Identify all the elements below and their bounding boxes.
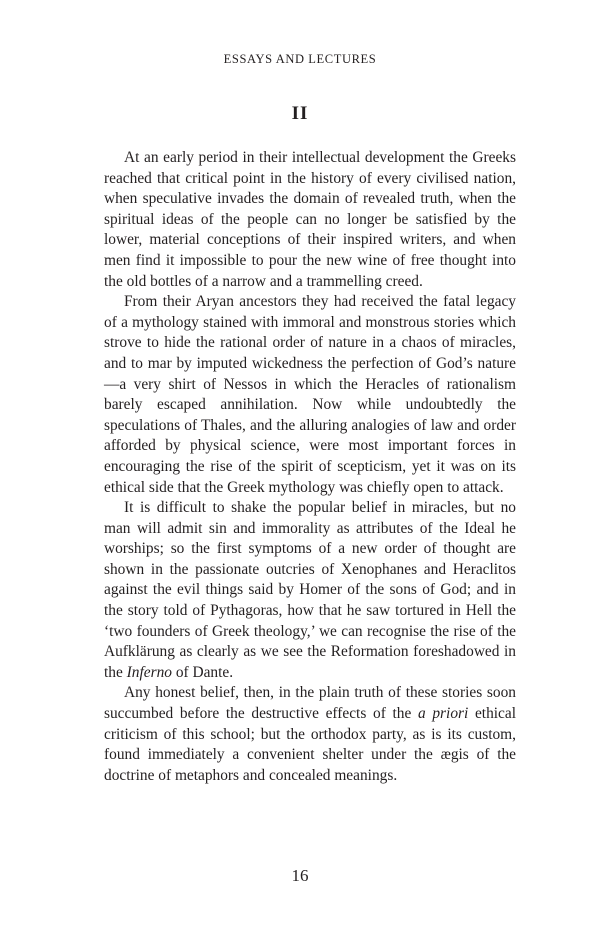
running-head: ESSAYS AND LECTURES xyxy=(223,52,377,66)
italic-title: Inferno xyxy=(126,663,172,681)
text-segment: At an early period in their intellectual development the Greeks reached that critical point in the history of every civilised nation, when speculative invades the domain of revealed truth, when the spiritual ideas of the people can no longer be satisfied by the lower, material conceptions of their inspired writers, and when men find it impossible to pour the new wine of free thought into the old bottles of a narrow and a trammelling creed. xyxy=(104,149,516,290)
text-segment: It is difficult to shake the popular belief in miracles, but no man will admit sin and immorality as attributes of the Ideal he worships; so the first symptoms of a new order of thought are shown in the passionate outcries of Xenophanes and Heraclitos against the evil things said by Homer of the sons of God; and in the story told of Pythagoras, how that he saw tortured in Hell the ‘two founders of Greek theology,’ we can recognise the rise of the Aufklärung as clearly as we see the Reformation foreshadowed in the xyxy=(104,499,516,681)
text-segment: Any honest belief, then, in the plain truth of these stories soon succumbed before the destructive effects of the xyxy=(104,684,516,723)
chapter-numeral: II xyxy=(291,103,309,124)
paragraph xyxy=(104,148,516,292)
italic-phrase: a priori xyxy=(417,705,469,723)
paragraph xyxy=(104,498,516,683)
page-number: 16 xyxy=(291,866,309,885)
paragraph xyxy=(104,292,516,498)
paragraph xyxy=(104,683,516,786)
text-segment: ethical criticism of this school; but the orthodox party, as is its custom, found immediately a convenient shelter under the ægis of the doctrine of metaphors and concealed meanings. xyxy=(104,705,516,784)
text-segment: of Dante. xyxy=(171,663,234,681)
body-text xyxy=(104,148,516,786)
text-segment: From their Aryan ancestors they had received the fatal legacy of a mythology stained with immoral and monstrous stories which strove to hide the rational order of nature in a chaos of miracles, and to mar by imputed wickedness the perfection of God’s nature—a very shirt of Nessos in which the Heracles of rationalism barely escaped annihilation. Now while undoubtedly the speculations of Thales, and the alluring analogies of law and order afforded by physical science, were most important forces in encouraging the rise of the spirit of scepticism, yet it was on its ethical side that the Greek mythology was chiefly open to attack. xyxy=(104,293,516,496)
